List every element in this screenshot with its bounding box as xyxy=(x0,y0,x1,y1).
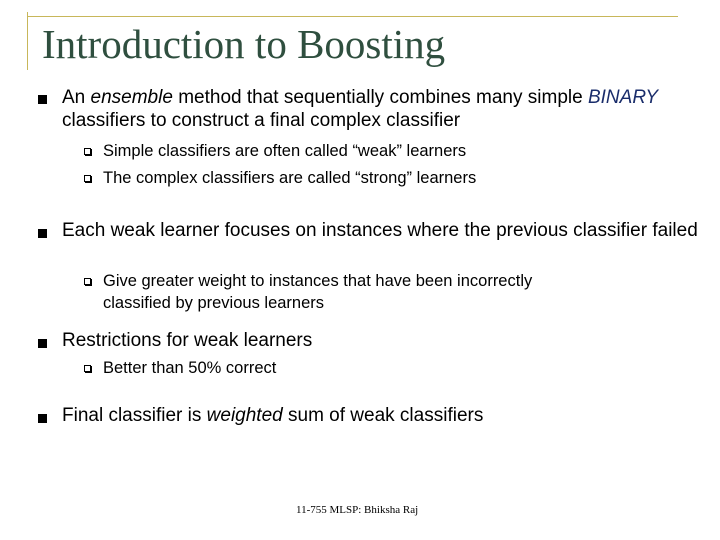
square-bullet-icon xyxy=(38,339,47,348)
square-bullet-icon xyxy=(38,95,47,104)
hollow-square-bullet-icon xyxy=(84,148,91,155)
bullet-3-text: Restrictions for weak learners xyxy=(62,330,313,351)
hollow-square-bullet-icon xyxy=(84,175,91,182)
square-bullet-icon xyxy=(38,414,47,423)
bullet-1-sub-2: The complex classifiers are called “strong” learners xyxy=(103,169,477,187)
bullet-1-text: An ensemble method that sequentially combines many simple BINARY classifiers to construct a final complex classifier xyxy=(62,87,659,131)
bullet-4-text: Final classifier is weighted sum of weak classifiers xyxy=(62,405,484,426)
title-left-rule xyxy=(27,12,28,70)
hollow-square-bullet-icon xyxy=(84,365,91,372)
bullet-2-text: Each weak learner focuses on instances where the previous classifier failed xyxy=(62,220,698,241)
bullet-3-sub-1: Better than 50% correct xyxy=(103,359,277,377)
bullet-2-sub-1: Give greater weight to instances that have been incorrectly classified by previous learners xyxy=(103,272,533,312)
bullet-1-sub-1: Simple classifiers are often called “weak” learners xyxy=(103,142,467,160)
slide-footer: 11-755 MLSP: Bhiksha Raj xyxy=(296,504,419,516)
square-bullet-icon xyxy=(38,229,47,238)
hollow-square-bullet-icon xyxy=(84,278,91,285)
slide-title: Introduction to Boosting xyxy=(42,21,446,67)
